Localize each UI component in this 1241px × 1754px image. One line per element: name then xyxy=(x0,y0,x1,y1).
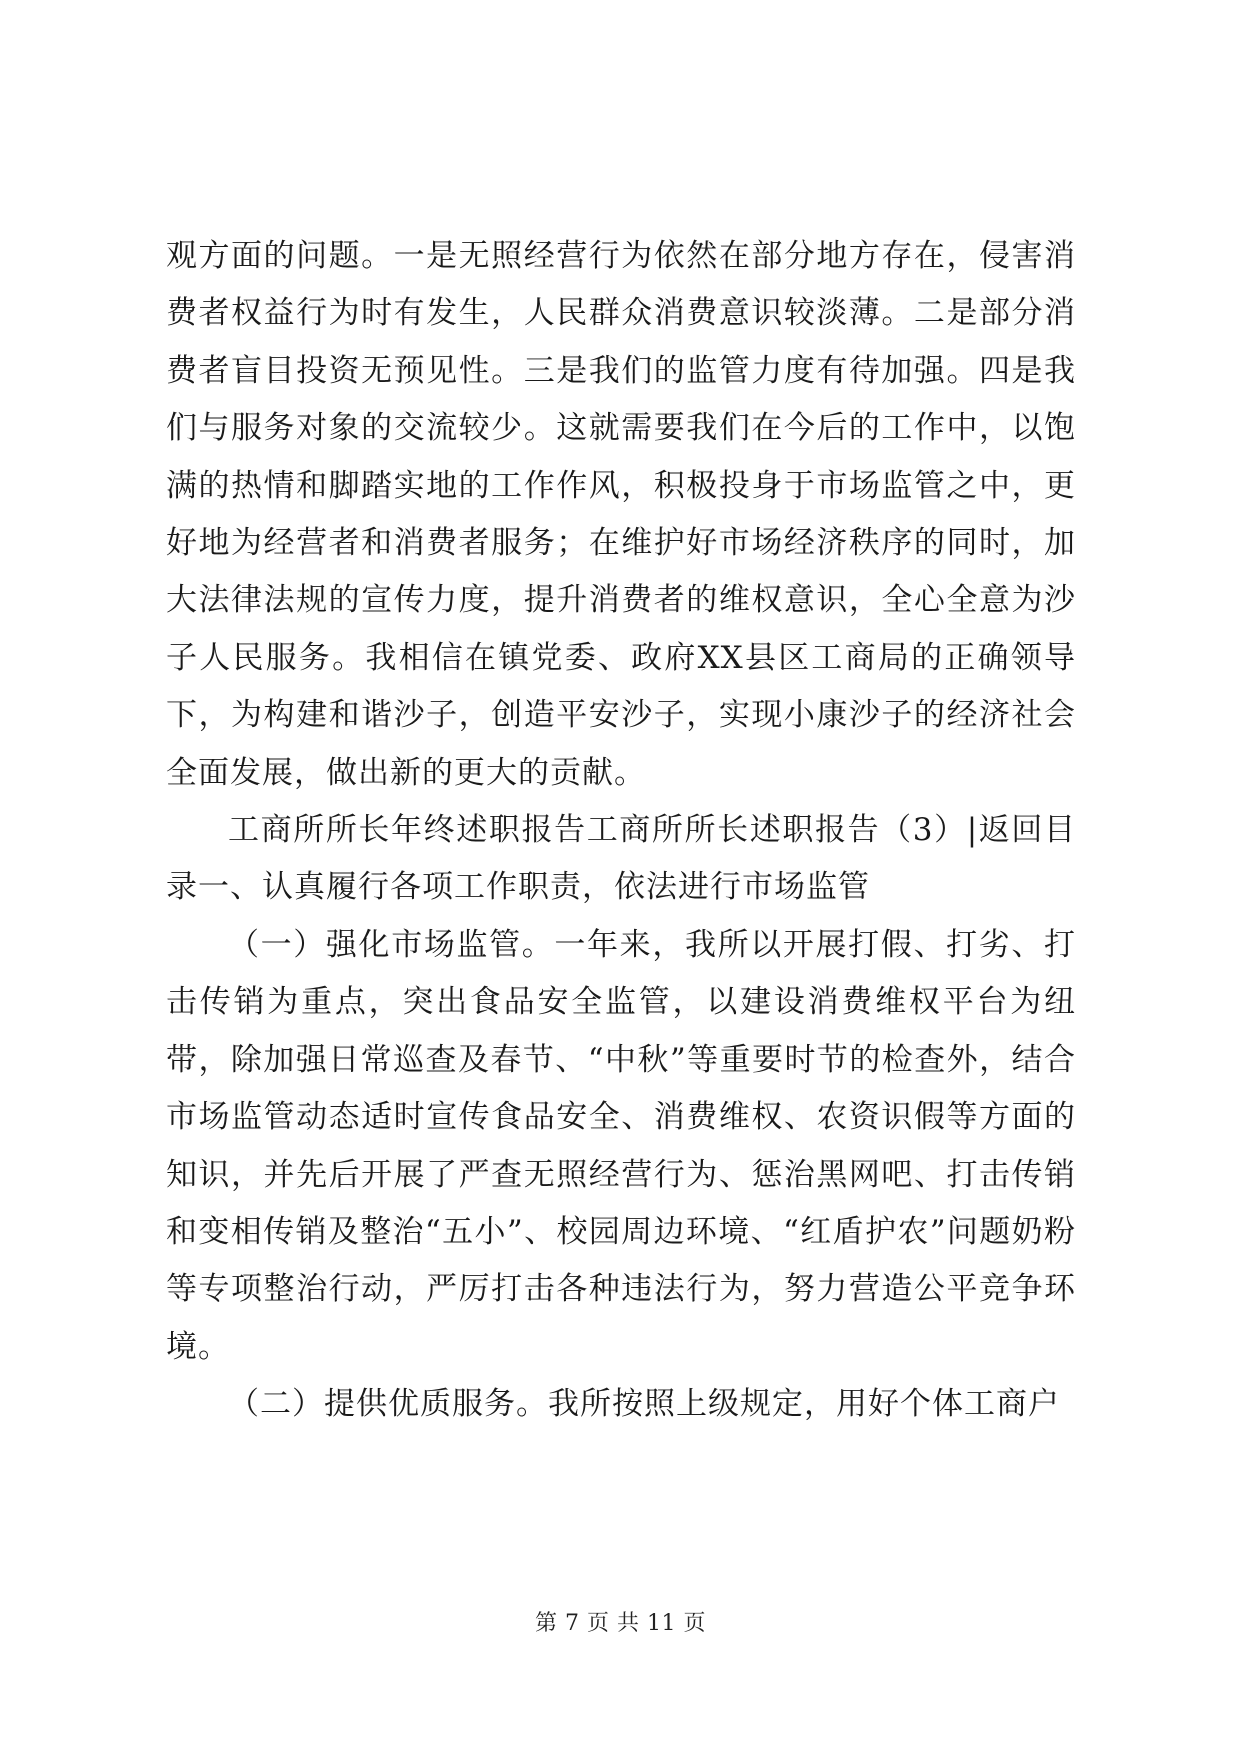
paragraph-2: 工商所所长年终述职报告工商所所长述职报告（3）|返回目录一、认真履行各项工作职责，依法进行市场监管 xyxy=(166,812,1076,906)
paragraph-4: （二）提供优质服务。我所按照上级规定，用好个体工商户 xyxy=(228,1386,1060,1423)
document-body xyxy=(166,228,1076,1434)
paragraph-1: 观方面的问题。一是无照经营行为依然在部分地方存在，侵害消费者权益行为时有发生，人民群众消费意识较淡薄。二是部分消费者盲目投资无预见性。三是我们的监管力度有待加强。四是我们与服务对象的交流较少。这就需要我们在今后的工作中，以饱满的热情和脚踏实地的工作作风，积极投身于市场监管之中，更好地为经营者和消费者服务；在维护好市场经济秩序的同时，加大法律法规的宣传力度，提升消费者的维权意识，全心全意为沙子人民服务。我相信在镇党委、政府XX县区工商局的正确领导下，为构建和谐沙子，创造平安沙子，实现小康沙子的经济社会全面发展，做出新的更大的贡献。 xyxy=(166,238,1076,791)
paragraph-3: （一）强化市场监管。一年来，我所以开展打假、打劣、打击传销为重点，突出食品安全监管，以建设消费维权平台为纽带，除加强日常巡查及春节、“中秋”等重要时节的检查外，结合市场监管动态适时宣传食品安全、消费维权、农资识假等方面的知识，并先后开展了严查无照经营行为、惩治黑网吧、打击传销和变相传销及整治“五小”、校园周边环境、“红盾护农”问题奶粉等专项整治行动，严厉打击各种违法行为，努力营造公平竞争环境。 xyxy=(166,926,1076,1365)
page-number-footer: 第 7 页 共 11 页 xyxy=(535,1611,706,1636)
